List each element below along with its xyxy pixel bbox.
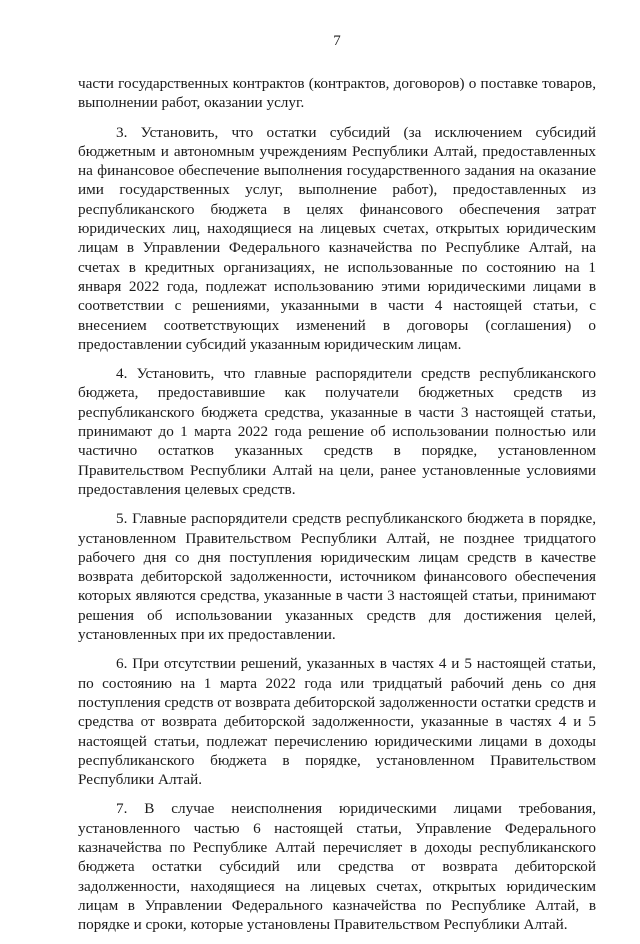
page-number: 7: [333, 33, 341, 49]
paragraph-item-5: 5. Главные распорядители средств республиканского бюджета в порядке, установленном Правительством Республики Алтай, не позднее тридцатого рабочего дня со дня поступления юридическим лицам средств в качестве возврата дебиторской задолженности, источником финансового обеспечения которых являются средства, указанные в части 3 настоящей статьи, принимают решения об использовании указанных средств для достижения целей, установленных при их предоставлении.: [78, 510, 596, 644]
paragraph-item-4: 4. Установить, что главные распорядители средств республиканского бюджета, предоставившие как получатели бюджетных средств из республиканского бюджета средства, указанные в части 3 настоящей статьи, принимают до 1 марта 2022 года решение об использовании полностью или частично остатков указанных средств в порядке, установленном Правительством Республики Алтай на цели, ранее установленные условиями предоставления целевых средств.: [78, 365, 596, 498]
paragraph-item-6: 6. При отсутствии решений, указанных в частях 4 и 5 настоящей статьи, по состоянию на 1 марта 2022 года или тридцатый рабочий день со дня поступления средств от возврата дебиторской задолженности остатки средств и средства от возврата дебиторской задолженности, указанные в частях 4 и 5 настоящей статьи, подлежат перечислению юридическими лицами в доходы республиканского бюджета в порядке, установленном Правительством Республики Алтай.: [78, 655, 596, 789]
paragraph-item-7: 7. В случае неисполнения юридическими лицами требования, установленного частью 6 настоящей статьи, Управление Федерального казначейства по Республике Алтай перечисляет в доходы республиканского бюджета остатки субсидий или средства от возврата дебиторской задолженности, находящиеся на лицевых счетах, открытых юридическим лицам в Управлении Федерального казначейства по Республике Алтай, в порядке и сроки, которые установлены Правительством Республики Алтай.: [78, 800, 596, 934]
paragraph-continuation: части государственных контрактов (контрактов, договоров) о поставке товаров, выполнении работ, оказании услуг.: [78, 75, 596, 112]
paragraph-item-3: 3. Установить, что остатки субсидий (за исключением субсидий бюджетным и автономным учреждениям Республики Алтай, предоставленных на финансовое обеспечение выполнения государственного задания на оказание ими государственных услуг, выполнение работ), предоставленных из республиканского бюджета в целях финансового обеспечения затрат юридических лиц, находящиеся на лицевых счетах, открытых юридическим лицам в Управлении Федерального казначейства по Республике Алтай, на счетах в кредитных организациях, не использованные по состоянию на 1 января 2022 года, подлежат использованию этими юридическими лицами в соответствии с решениями, указанными в части 4 настоящей статьи, с внесением соответствующих изменений в договоры (соглашения) о предоставлении субсидий указанным юридическим лицам.: [78, 123, 596, 353]
document-body: [78, 74, 596, 944]
